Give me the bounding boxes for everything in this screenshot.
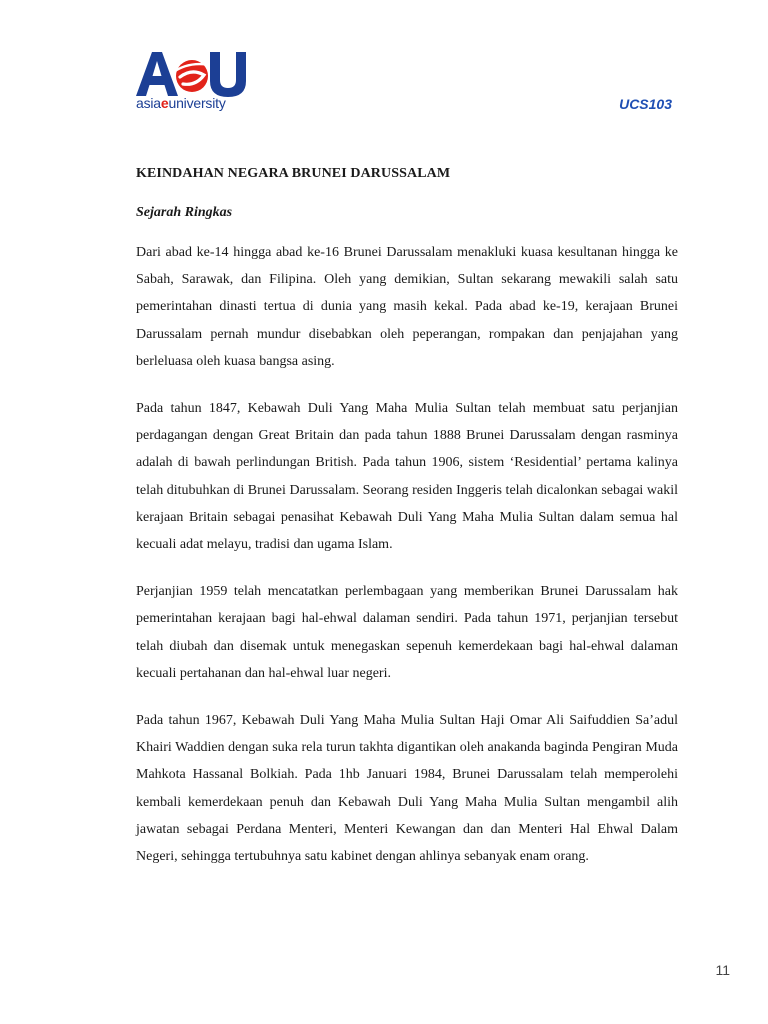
- wordmark-e: e: [160, 95, 169, 111]
- paragraph-1: Dari abad ke-14 hingga abad ke-16 Brunei Darussalam menakluki kuasa kesultanan hingga ke Sabah, Sarawak, dan Filipina. Oleh yang demikian, Sultan sekarang mewakili salah satu pemerintahan dinasti tertua di dunia yang masih kekal. Pada abad ke-19, kerajaan Brunei Darussalam pernah mundur disebabkan oleh peperangan, rompakan dan penjajahan yang berleluasa oleh kuasa bangsa asing.: [136, 245, 678, 369]
- wordmark-asia: asia: [136, 95, 161, 111]
- page-number: 11: [715, 962, 730, 978]
- paragraph-4: Pada tahun 1967, Kebawah Duli Yang Maha Mulia Sultan Haji Omar Ali Saifuddien Sa’adul Khairi Waddien dengan suka rela turun takhta digantikan oleh anakanda baginda Pengiran Muda Mahkota Hassanal Bolkiah. Pada 1hb Januari 1984, Brunei Darussalam telah memperolehi kembali kemerdekaan penuh dan Kebawah Duli Yang Maha Mulia Sultan mengambil alih jawatan sebagai Perdana Menteri, Menteri Kewangan dan dan Menteri Hal Ehwal Dalam Negeri, sehingga tertubuhnya satu kabinet dengan ahlinya sebanyak enam orang.: [136, 713, 678, 865]
- aeu-logo-mark: [134, 46, 250, 98]
- paragraph-3: Perjanjian 1959 telah mencatatkan perlembagaan yang memberikan Brunei Darussalam hak pemerintahan kerajaan bagi hal-ehwal dalaman sendiri. Pada tahun 1971, perjanjian tersebut telah diubah dan disemak untuk menegaskan sepenuh kemerdekaan bagi hal-ehwal dalaman kecuali pertahanan dan hal-ehwal luar negeri.: [136, 584, 678, 681]
- aeu-logo: [134, 46, 250, 114]
- course-code: UCS103: [619, 96, 672, 112]
- section-heading: Sejarah Ringkas: [136, 205, 233, 220]
- wordmark-university: university: [168, 95, 226, 111]
- page-header: [0, 0, 768, 130]
- aeu-logo-wordmark: [136, 95, 226, 111]
- paragraph-2: Pada tahun 1847, Kebawah Duli Yang Maha Mulia Sultan telah membuat satu perjanjian perdagangan dengan Great Britain dan pada tahun 1888 Brunei Darussalam dengan rasminya adalah di bawah perlindungan British. Pada tahun 1906, sistem ‘Residential’ pertama kalinya telah ditubuhkan di Brunei Darussalam. Seorang residen Inggeris telah dicalonkan sebagai wakil kerajaan Britain sebagai penasihat Kebawah Duli Yang Maha Mulia Sultan dalam semua hal kecuali adat melayu, tradisi dan ugama Islam.: [136, 401, 678, 553]
- document-body: [136, 164, 678, 870]
- document-title: KEINDAHAN NEGARA BRUNEI DARUSSALAM: [136, 166, 451, 181]
